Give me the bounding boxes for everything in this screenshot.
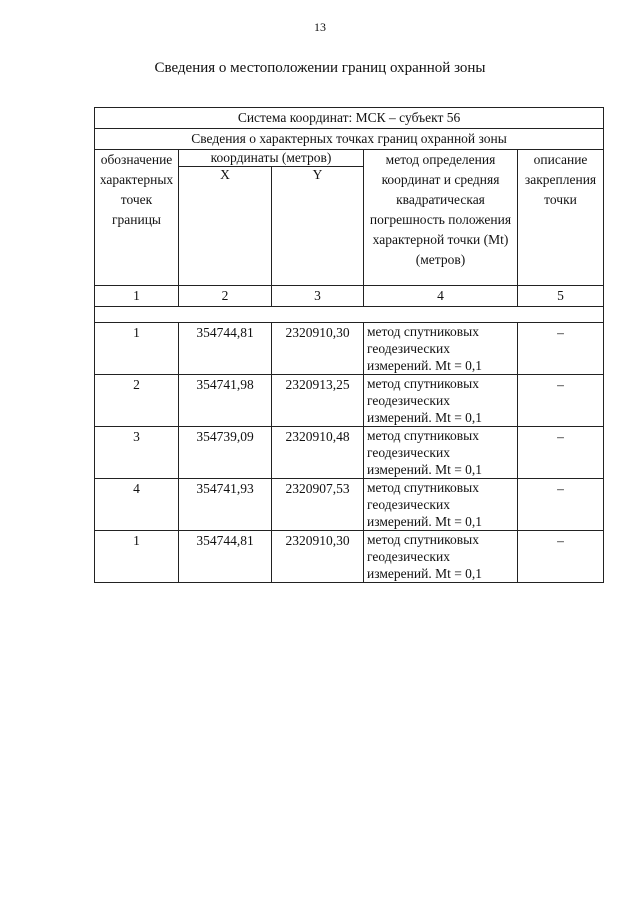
column-numbers-row (95, 286, 604, 307)
description-cell: – (518, 323, 604, 375)
x-coordinate-cell: 354741,98 (179, 375, 272, 427)
column-number-cell: 1 (95, 286, 179, 307)
y-coordinate-cell: 2320910,48 (272, 427, 364, 479)
column-number-cell: 3 (272, 286, 364, 307)
coordinate-system-cell: Система координат: МСК – субъект 56 (95, 108, 604, 129)
boundary-points-table (94, 107, 604, 583)
header-coordinates: координаты (метров) (179, 150, 364, 167)
table-subtitle-cell: Сведения о характерных точках границ охранной зоны (95, 129, 604, 150)
point-cell: 4 (95, 479, 179, 531)
column-number-cell: 4 (364, 286, 518, 307)
y-coordinate-cell: 2320913,25 (272, 375, 364, 427)
table-row (95, 531, 604, 583)
description-cell: – (518, 531, 604, 583)
method-cell: метод спутниковых геодезических измерений. Mt = 0,1 (364, 427, 518, 479)
x-coordinate-cell: 354741,93 (179, 479, 272, 531)
method-cell: метод спутниковых геодезических измерений. Mt = 0,1 (364, 479, 518, 531)
column-number-cell: 5 (518, 286, 604, 307)
header-y: Y (272, 167, 364, 286)
y-coordinate-cell: 2320910,30 (272, 531, 364, 583)
x-coordinate-cell: 354739,09 (179, 427, 272, 479)
header-description: описание закрепления точки (518, 150, 604, 286)
point-cell: 1 (95, 531, 179, 583)
header-method: метод определения координат и средняя квадратическая погрешность положения характерной точки (Mt) (метров) (364, 150, 518, 286)
description-cell: – (518, 479, 604, 531)
point-cell: 2 (95, 375, 179, 427)
blank-row (95, 307, 604, 323)
page-title: Сведения о местоположении границ охранной зоны (154, 60, 486, 76)
column-number-cell: 2 (179, 286, 272, 307)
table-row (95, 375, 604, 427)
method-cell: метод спутниковых геодезических измерений. Mt = 0,1 (364, 375, 518, 427)
header-x: X (179, 167, 272, 286)
table-row (95, 323, 604, 375)
x-coordinate-cell: 354744,81 (179, 323, 272, 375)
table-row (95, 479, 604, 531)
y-coordinate-cell: 2320907,53 (272, 479, 364, 531)
table-row (95, 427, 604, 479)
description-cell: – (518, 375, 604, 427)
point-cell: 3 (95, 427, 179, 479)
point-cell: 1 (95, 323, 179, 375)
x-coordinate-cell: 354744,81 (179, 531, 272, 583)
method-cell: метод спутниковых геодезических измерений. Mt = 0,1 (364, 323, 518, 375)
page-number: 13 (314, 20, 326, 34)
y-coordinate-cell: 2320910,30 (272, 323, 364, 375)
description-cell: – (518, 427, 604, 479)
method-cell: метод спутниковых геодезических измерений. Mt = 0,1 (364, 531, 518, 583)
header-point: обозначение характерных точек границы (95, 150, 179, 286)
